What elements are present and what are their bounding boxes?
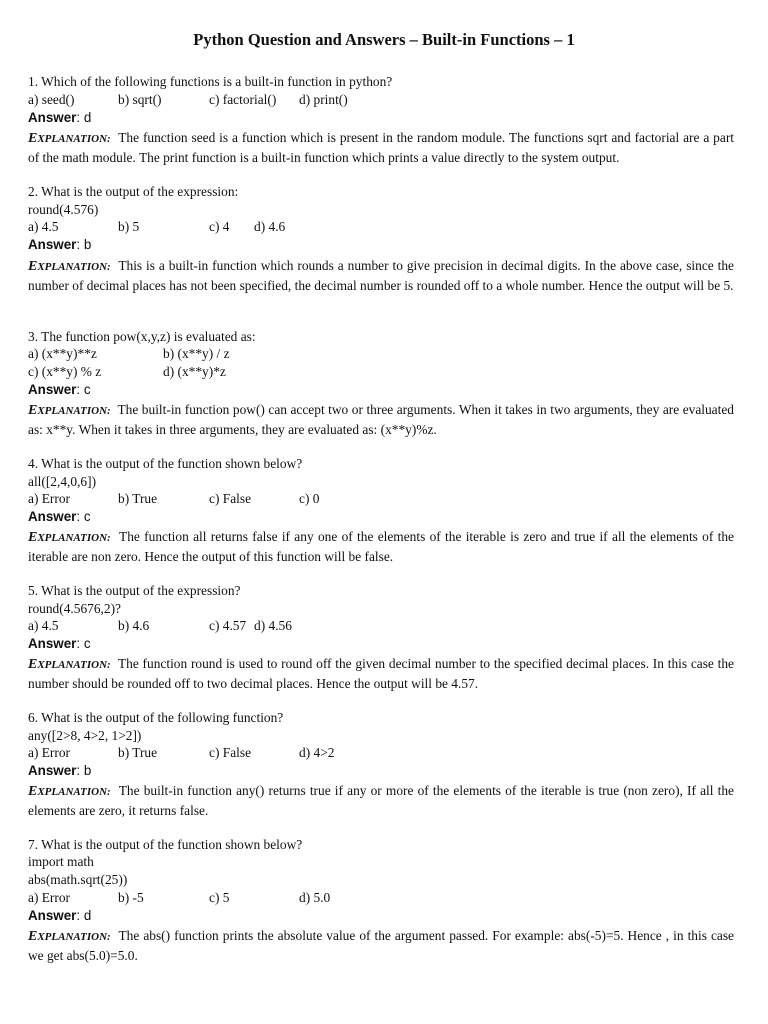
- explanation-label: EXPLANATION:: [28, 929, 111, 944]
- question-1-explanation: [28, 129, 734, 166]
- question-7-option: b) -5: [118, 890, 144, 905]
- explanation-text: The function round is used to round off the given decimal number to the specified decimal places. In this case the number should be rounded off to two decimal places. Hence the output will be 4.57.: [28, 656, 734, 691]
- question-1-option: d) print(): [299, 92, 348, 107]
- question-2-code-line: round(4.576): [28, 202, 99, 217]
- question-5-code-line: round(4.5676,2)?: [28, 601, 121, 616]
- question-6-option: a) Error: [28, 745, 71, 760]
- question-3-explanation: [28, 401, 734, 438]
- question-6-option: b) True: [118, 745, 158, 760]
- question-7-option: c) 5: [209, 890, 230, 905]
- question-4-option: a) Error: [28, 491, 71, 506]
- question-1-option: a) seed(): [28, 92, 75, 107]
- question-7-option: a) Error: [28, 890, 71, 905]
- question-6-option: d) 4>2: [299, 745, 335, 760]
- question-4-text: 4. What is the output of the function shown below?: [28, 456, 303, 471]
- question-2-option: c) 4: [209, 219, 230, 234]
- question-6-option: c) False: [209, 745, 252, 760]
- question-4-option: c) 0: [299, 491, 320, 506]
- question-4-option: b) True: [118, 491, 158, 506]
- question-6-explanation: [28, 782, 734, 819]
- question-4-explanation: [28, 528, 734, 565]
- answer-value: : b: [76, 763, 92, 778]
- explanation-label: EXPLANATION:: [28, 784, 111, 799]
- explanation-label: EXPLANATION:: [28, 403, 111, 418]
- question-7-option: d) 5.0: [299, 890, 331, 905]
- answer-value: : b: [76, 237, 92, 252]
- answer-value: : c: [76, 509, 91, 524]
- explanation-label: EXPLANATION:: [28, 131, 111, 146]
- question-7-code-line: import math: [28, 854, 94, 869]
- answer-label: Answer: [28, 763, 77, 778]
- question-5-text: 5. What is the output of the expression?: [28, 583, 241, 598]
- question-3-option: d) (x**y)*z: [163, 364, 226, 379]
- question-6-code-line: any([2>8, 4>2, 1>2]): [28, 728, 142, 743]
- question-5-explanation: [28, 655, 734, 692]
- answer-label: Answer: [28, 110, 77, 125]
- explanation-text: This is a built-in function which rounds a number to give precision in decimal digits. In the above case, since the number of decimal places has not been specified, the decimal number is rounded off to a whole number. Hence the output will be 5.: [28, 258, 734, 293]
- explanation-text: The function seed is a function which is present in the random module. The functions sqrt and factorial are a part of the math module. The print function is a built-in function which prints a value directly to the system output.: [28, 130, 734, 165]
- answer-value: : d: [76, 110, 92, 125]
- question-5-answer: [28, 635, 91, 653]
- answer-value: : c: [76, 382, 91, 397]
- question-1-answer: [28, 109, 91, 127]
- question-2-text: 2. What is the output of the expression:: [28, 184, 239, 199]
- explanation-text: The abs() function prints the absolute value of the argument passed. For example: abs(-5)=5. Hence , in this case we get abs(5.0)=5.0.: [28, 928, 734, 963]
- explanation-text: The function all returns false if any one of the elements of the iterable is zero and true if all the elements of the iterable are non zero. Hence the output of this function will be false.: [28, 529, 734, 564]
- question-7-answer: [28, 907, 91, 925]
- question-7-text: 7. What is the output of the function shown below?: [28, 837, 303, 852]
- question-2-explanation: [28, 257, 734, 294]
- answer-label: Answer: [28, 237, 77, 252]
- question-1-option: c) factorial(): [209, 92, 277, 107]
- answer-label: Answer: [28, 908, 77, 923]
- question-5-option: b) 4.6: [118, 618, 150, 633]
- question-3-text: 3. The function pow(x,y,z) is evaluated as:: [28, 329, 256, 344]
- question-5-option: d) 4.56: [254, 618, 292, 633]
- question-3-option: a) (x**y)**z: [28, 346, 97, 361]
- question-2-option: a) 4.5: [28, 219, 59, 234]
- explanation-label: EXPLANATION:: [28, 259, 111, 274]
- question-4-code-line: all([2,4,0,6]): [28, 474, 97, 489]
- answer-label: Answer: [28, 509, 77, 524]
- question-2-option: b) 5: [118, 219, 140, 234]
- answer-label: Answer: [28, 636, 77, 651]
- explanation-label: EXPLANATION:: [28, 657, 111, 672]
- answer-label: Answer: [28, 382, 77, 397]
- question-6-text: 6. What is the output of the following function?: [28, 710, 284, 725]
- explanation-label: EXPLANATION:: [28, 530, 111, 545]
- question-1-text: 1. Which of the following functions is a built-in function in python?: [28, 74, 393, 89]
- question-4-answer: [28, 508, 91, 526]
- answer-value: : c: [76, 636, 91, 651]
- question-5-option: c) 4.57: [209, 618, 247, 633]
- question-7-explanation: [28, 927, 734, 964]
- question-4-option: c) False: [209, 491, 252, 506]
- question-3-answer: [28, 381, 91, 399]
- question-3-option: c) (x**y) % z: [28, 364, 102, 379]
- explanation-text: The built-in function pow() can accept two or three arguments. When it takes in two arguments, they are evaluated as: x**y. When it takes in three arguments, they are evaluated as: (x**y)%z.: [28, 402, 734, 437]
- answer-value: : d: [76, 908, 92, 923]
- question-2-option: d) 4.6: [254, 219, 286, 234]
- question-3-option: b) (x**y) / z: [163, 346, 230, 361]
- question-7-code-line: abs(math.sqrt(25)): [28, 872, 128, 887]
- page-title: Python Question and Answers – Built-in Functions – 1: [193, 30, 575, 49]
- question-2-answer: [28, 236, 91, 254]
- question-5-option: a) 4.5: [28, 618, 59, 633]
- question-1-option: b) sqrt(): [118, 92, 162, 107]
- question-6-answer: [28, 762, 91, 780]
- explanation-text: The built-in function any() returns true if any or more of the elements of the iterable is true (non zero), If all the elements are zero, it returns false.: [28, 783, 734, 818]
